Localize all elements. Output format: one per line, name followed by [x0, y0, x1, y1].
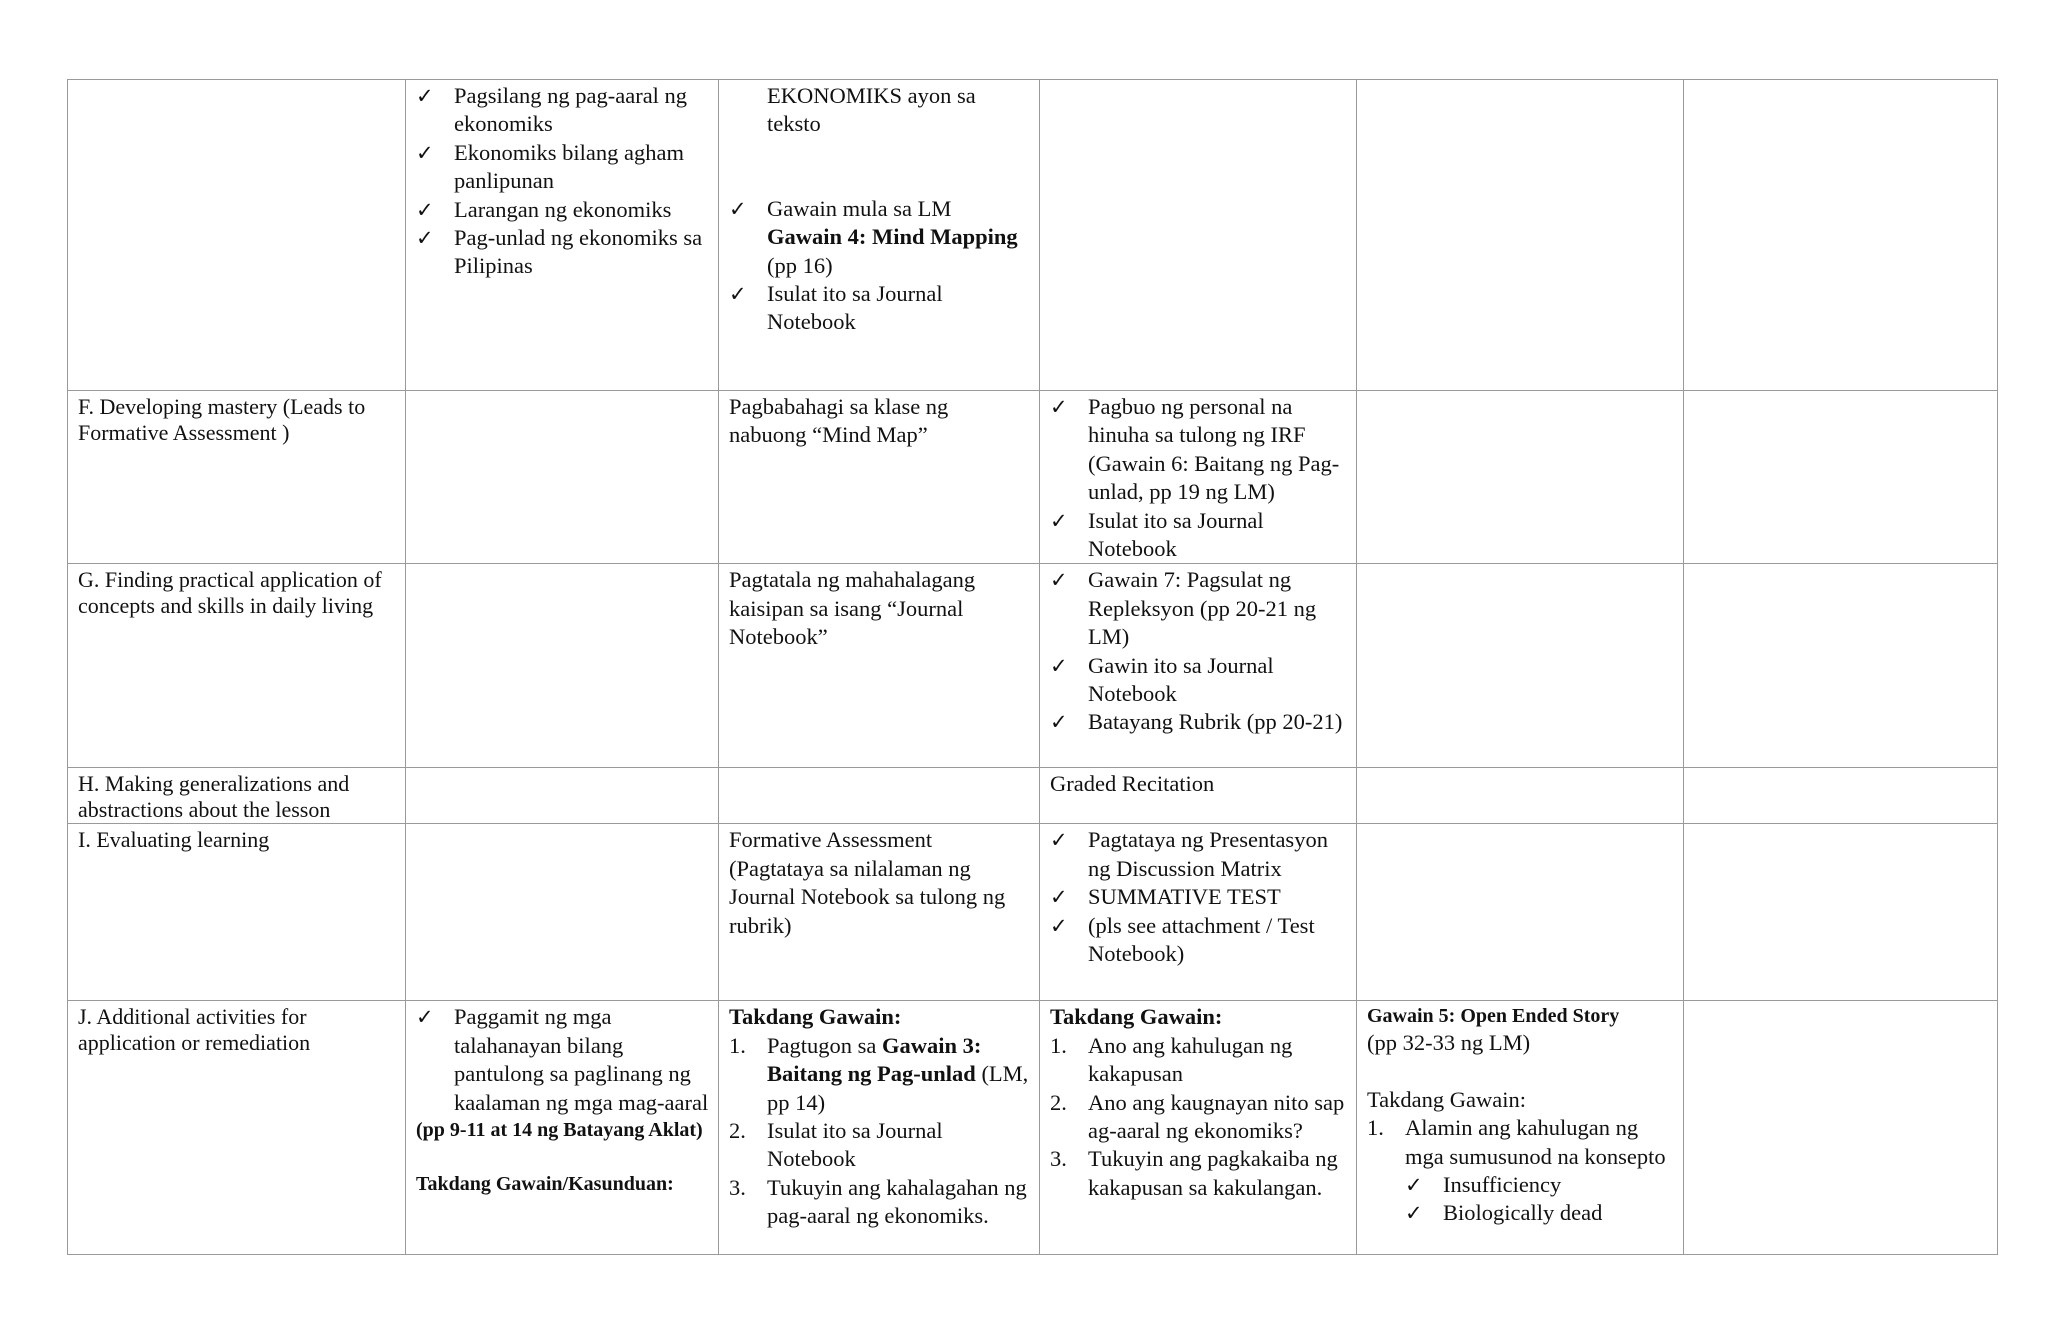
list-item: [1050, 507, 1347, 564]
item-text: Larangan ng ekonomiks: [454, 196, 672, 222]
activity-title: Gawain 4: Mind Mapping: [767, 224, 1018, 250]
cell: [406, 80, 719, 391]
cell: [1040, 1001, 1357, 1255]
check-icon: ✓: [1050, 913, 1068, 938]
cell: [719, 1001, 1040, 1255]
list-item: [729, 280, 1030, 337]
checklist: [416, 1003, 709, 1117]
table-row: [68, 1001, 1998, 1255]
table-row: [68, 80, 1998, 391]
list-item: [1050, 826, 1347, 883]
row-label: J. Additional activities for application or remediation: [68, 1001, 406, 1255]
cell: [1040, 824, 1357, 1001]
cell: [1684, 824, 1998, 1001]
item-number: 3.: [729, 1174, 746, 1200]
item-text: Pagsilang ng pag-aaral ng ekonomiks: [454, 83, 688, 137]
cell: [1357, 564, 1684, 768]
list-item: [416, 1003, 709, 1117]
row-label: G. Finding practical application of concepts and skills in daily living: [68, 564, 406, 768]
cell: Pagtatala ng mahahalagang kaisipan sa isang “Journal Notebook”: [719, 564, 1040, 768]
list-item: [1050, 393, 1347, 507]
item-number: 1.: [1050, 1032, 1067, 1058]
list-item: [729, 1032, 1030, 1117]
item-text: Ano ang kahulugan ng kakapusan: [1088, 1032, 1293, 1087]
item-text: Gawain mula sa LM: [767, 195, 952, 221]
list-item: [1050, 1089, 1347, 1146]
item-number: 1.: [729, 1032, 746, 1058]
list-item: [729, 195, 1030, 280]
check-icon: ✓: [729, 282, 747, 307]
cell: Graded Recitation: [1040, 768, 1357, 824]
item-text: Pag-unlad ng ekonomiks sa Pilipinas: [454, 225, 703, 279]
cell: [1040, 80, 1357, 391]
list-item: [1050, 883, 1347, 911]
assignment-heading: Takdang Gawain:: [1367, 1086, 1526, 1112]
table-row: [68, 824, 1998, 1001]
check-icon: ✓: [416, 84, 434, 108]
cell: [406, 391, 719, 564]
cell: [1357, 80, 1684, 391]
cell: [1684, 768, 1998, 824]
cell: [406, 564, 719, 768]
numbered-list: [729, 1032, 1030, 1231]
cell: [1357, 768, 1684, 824]
cell: [1684, 564, 1998, 768]
check-icon: ✓: [1050, 653, 1068, 678]
check-icon: ✓: [1050, 568, 1068, 593]
list-item: [416, 139, 709, 196]
check-icon: ✓: [729, 196, 747, 221]
checklist: [1050, 393, 1347, 563]
table-row: [68, 391, 1998, 564]
cell-text: EKONOMIKS ayon sa teksto: [767, 83, 976, 137]
cell: [406, 824, 719, 1001]
cell: Pagbabahagi sa klase ng nabuong “Mind Map”: [719, 391, 1040, 564]
cell: [1357, 824, 1684, 1001]
assignment-heading: Takdang Gawain:: [729, 1004, 902, 1030]
check-icon: ✓: [416, 197, 434, 222]
item-text: Batayang Rubrik (pp 20-21): [1088, 709, 1343, 735]
row-label: H. Making generalizations and abstractions about the lesson: [68, 768, 406, 824]
item-number: 1.: [1367, 1115, 1384, 1141]
check-icon: ✓: [416, 1005, 434, 1030]
list-item: [1405, 1199, 1674, 1227]
cell: [406, 1001, 719, 1255]
list-item: [1050, 912, 1347, 969]
list-item: [729, 1174, 1030, 1231]
item-text: Tukuyin ang pagkakaiba ng kakapusan sa kakulangan.: [1088, 1146, 1338, 1200]
row-label-cell: [68, 80, 406, 391]
list-item: [416, 224, 709, 281]
reference-text: (pp 9-11 at 14 ng Batayang Aklat): [416, 1119, 703, 1142]
item-text: Isulat ito sa Journal Notebook: [1088, 507, 1264, 562]
list-item: [1050, 708, 1347, 736]
checklist: [1405, 1171, 1674, 1228]
cell: [719, 80, 1040, 391]
table-row: [68, 564, 1998, 768]
row-label: F. Developing mastery (Leads to Formative Assessment ): [68, 391, 406, 564]
item-text: Tukuyin ang kahalagahan ng pag-aaral ng ekonomiks.: [767, 1174, 1027, 1229]
check-icon: ✓: [416, 140, 434, 165]
list-item: [1050, 652, 1347, 709]
lesson-plan-table: [67, 79, 1998, 1255]
activity-title: Gawain 3: Baitang ng Pag-unlad: [767, 1032, 982, 1087]
cell: [1040, 564, 1357, 768]
checklist: [729, 195, 1030, 337]
list-item: [416, 196, 709, 224]
check-icon: ✓: [1050, 710, 1068, 735]
item-text: Gawin ito sa Journal Notebook: [1088, 652, 1274, 707]
check-icon: ✓: [1050, 395, 1068, 419]
item-number: 3.: [1050, 1146, 1067, 1172]
cell: [719, 768, 1040, 824]
list-item: [1050, 1032, 1347, 1089]
checklist: [1050, 826, 1347, 968]
row-label: I. Evaluating learning: [68, 824, 406, 1001]
cell: Formative Assessment (Pagtataya sa nilalaman ng Journal Notebook sa tulong ng rubrik): [719, 824, 1040, 1001]
item-text: Isulat ito sa Journal Notebook: [767, 281, 943, 335]
table-row: [68, 768, 1998, 824]
cell: [1684, 80, 1998, 391]
cell: [1684, 1001, 1998, 1255]
list-item: [1050, 1145, 1347, 1202]
numbered-list: [1367, 1114, 1674, 1228]
activity-title: Gawain 5: Open Ended Story: [1367, 1005, 1620, 1028]
cell: [1357, 391, 1684, 564]
item-text: Ekonomiks bilang agham panlipunan: [454, 139, 684, 194]
cell: [1357, 1001, 1684, 1255]
item-text: Paggamit ng mga talahanayan bilang pantulong sa paglinang ng kaalaman ng mga mag-aaral: [454, 1004, 709, 1115]
check-icon: ✓: [1050, 508, 1068, 533]
cell: [406, 768, 719, 824]
page-ref: (pp 16): [767, 252, 833, 278]
check-icon: ✓: [416, 226, 434, 251]
assignment-heading: Takdang Gawain:: [1050, 1004, 1223, 1030]
item-text: Pagtugon sa: [767, 1032, 882, 1058]
checklist: [416, 82, 709, 281]
list-item: [1405, 1171, 1674, 1199]
list-item: [1367, 1114, 1674, 1228]
item-text: Pagtataya ng Presentasyon ng Discussion Matrix: [1088, 827, 1328, 881]
item-text: (pls see attachment / Test Notebook): [1088, 912, 1315, 967]
item-text: Alamin ang kahulugan ng mga sumusunod na konsepto: [1405, 1115, 1666, 1169]
item-text: SUMMATIVE TEST: [1088, 884, 1281, 910]
list-item: [416, 82, 709, 139]
check-icon: ✓: [1050, 885, 1068, 910]
item-number: 2.: [1050, 1089, 1067, 1115]
item-text: Insufficiency: [1443, 1172, 1562, 1198]
assignment-heading: Takdang Gawain/Kasunduan:: [416, 1173, 674, 1196]
list-item: [729, 1117, 1030, 1174]
item-text: Ano ang kaugnayan nito sap ag-aaral ng ekonomiks?: [1088, 1089, 1345, 1144]
item-text: Pagbuo ng personal na hinuha sa tulong ng IRF (Gawain 6: Baitang ng Pag-unlad, pp 19 ng LM): [1088, 394, 1340, 505]
check-icon: ✓: [1405, 1201, 1423, 1226]
item-number: 2.: [729, 1118, 746, 1144]
cell: [1040, 391, 1357, 564]
page-ref: (LM, pp 14): [767, 1061, 1029, 1115]
item-text: Biologically dead: [1443, 1200, 1603, 1226]
checklist: [1050, 566, 1347, 736]
cell: [1684, 391, 1998, 564]
item-text: Isulat ito sa Journal Notebook: [767, 1118, 943, 1172]
check-icon: ✓: [1050, 828, 1068, 853]
check-icon: ✓: [1405, 1173, 1423, 1198]
list-item: [1050, 566, 1347, 651]
numbered-list: [1050, 1032, 1347, 1202]
item-text: Gawain 7: Pagsulat ng Repleksyon (pp 20-21 ng LM): [1088, 567, 1317, 650]
page-ref: (pp 32-33 ng LM): [1367, 1030, 1531, 1056]
